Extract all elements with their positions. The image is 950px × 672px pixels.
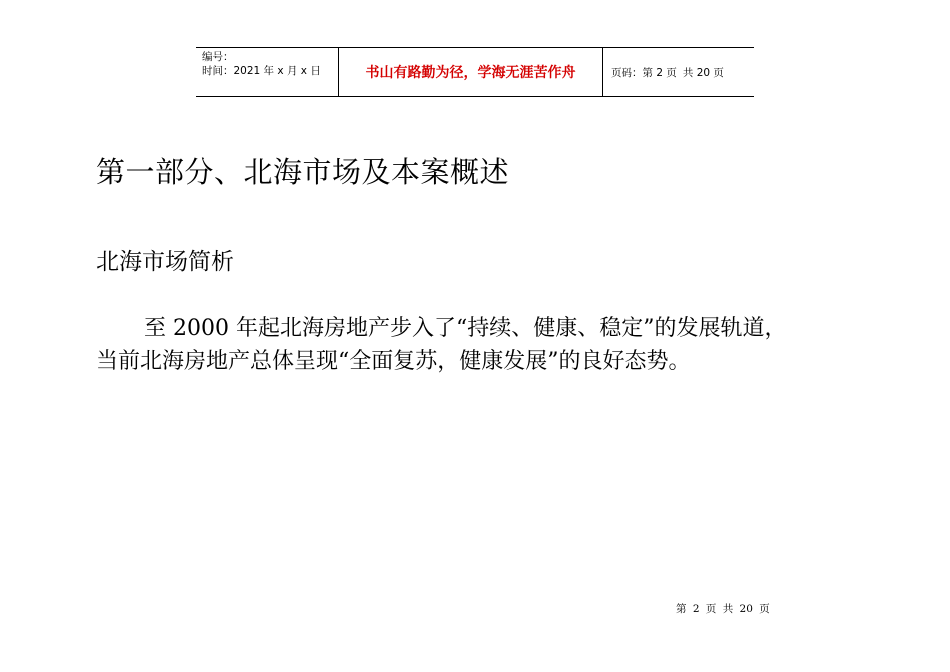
motto-text: 书山有路勤为径，学海无涯苦作舟 [365, 65, 576, 81]
section-heading: 北海市场简析 [96, 249, 234, 275]
date-label: 时间：2021 年 x 月 x 日 [202, 65, 321, 77]
body-paragraph [96, 312, 876, 378]
header-page-cell [603, 48, 754, 96]
header-page-total: 共 20 页 [682, 66, 724, 79]
header-motto-cell [339, 48, 603, 96]
document-title: 第一部分、北海市场及本案概述 [96, 155, 510, 189]
page-header [196, 47, 754, 97]
header-info-cell [196, 48, 339, 96]
serial-number-label: 编号： [202, 51, 234, 63]
page-footer: 第 2 页 共 20 页 [676, 603, 770, 615]
header-page-number: 页码：第 2 页 [611, 66, 677, 79]
paragraph-line: 当前北海房地产总体呈现“全面复苏，健康发展”的良好态势。 [96, 349, 691, 374]
paragraph-line: 至 2000 年起北海房地产步入了“持续、健康、稳定”的发展轨道， [144, 316, 787, 341]
